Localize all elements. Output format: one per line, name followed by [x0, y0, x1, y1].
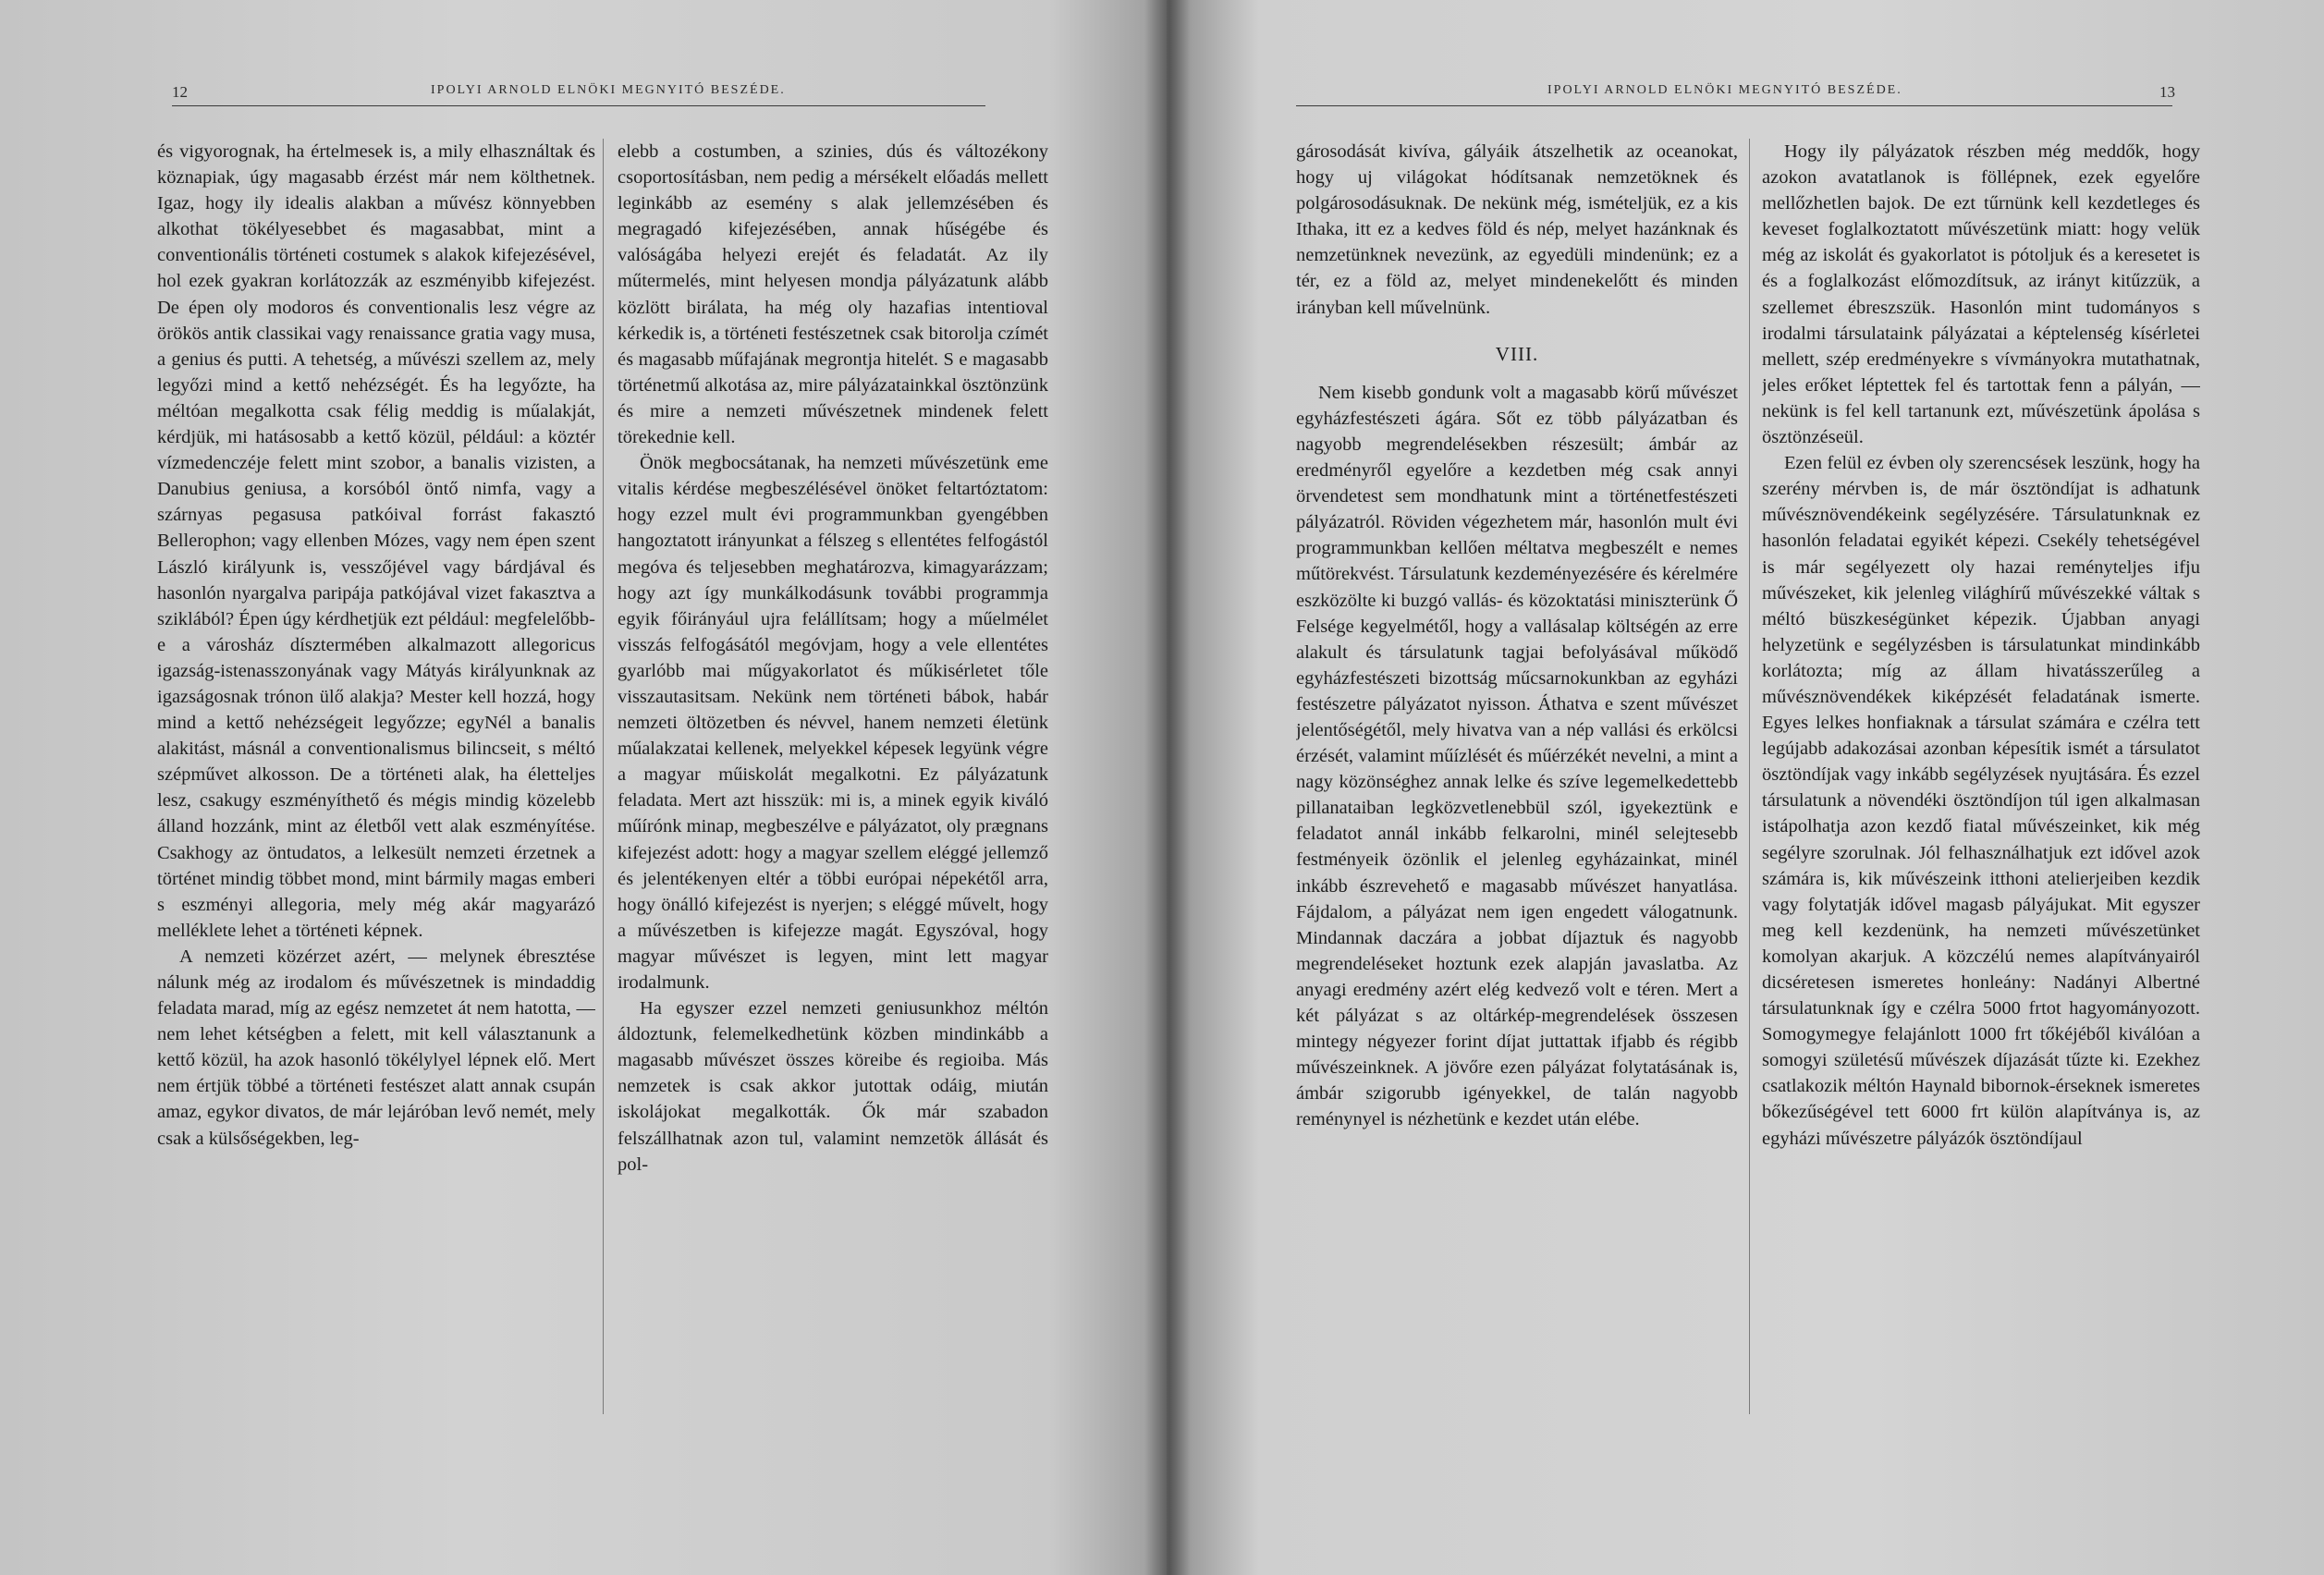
- page-number-left: 12: [172, 83, 188, 101]
- column-divider-left: [603, 139, 604, 1414]
- right-page: [1167, 0, 2324, 1575]
- book-gutter: [1144, 0, 1191, 1575]
- paragraph: Ha egyszer ezzel nemzeti geniusunkhoz méltón áldoztunk, felemelkedhetünk közben mindinkább a magasabb művészet összes köreibe és regioiba. Más nemzetek is csak akkor jutottak odáig, miután iskolájokat megalkották. Ők már szabadon felszállhatnak azon tul, valamint nemzetök állását és pol-: [618, 998, 1048, 1175]
- paragraph: és vigyorognak, ha értelmesek is, a mily elhasználtak és köznapiak, úgy magasabb érzést már nem költhetnek. Igaz, hogy ily idealis alakban a művész könnyebben alkothat tökélyesebbet és magasabbat, mint a conventionális történeti costumek s alakok kifejezésével, hol ezek gyakran korlátozzák az eszményibb kifejezést. De épen oly modoros és conventionalis lesz végre az örökös antik classikai vagy renaissance gratia vagy musa, a genius és putti. A tehetség, a művészi szellem az, mely legyőzi mind a kettő nehézségét. És ha legyőzte, ha méltóan megalkotta csak félig meddig is műalakját, kérdjük, mi hatásosabb a kettő közül, például: a köztér vízmedenczéje felett mint szobor, a banalis vizisten, a Danubius geniusa, a korsóból öntő nimfa, vagy a szárnyas pegasusa patkóival forrást fakasztó Bellerophon; vagy ellenben Mózes, vagy nem épen szent László királyunk is, vesszőjével vagy bárdjával és hasonlón nyargalva paripája patkójával vizet fakasztva a sziklából? Épen úgy kérdhetjük ezt például: megfelelőbb-e a városház dísztermében alkalmazott allegoricus igazság-istenasszonyának vagy Mátyás királyunknak az igazságosnak trónon ülő alakja? Mester kell hozzá, hogy mind a kettő nehézségeit legyőzze; egyNél a banalis alakitást, másnál a conventionalismus bilincseit, s méltó szépművet alkosson. De a történeti alak, ha életteljes lesz, csakugy eszményíthető és mégis mindig közelebb álland hozzánk, mint az életből vett alak eszményítése. Csakhogy az öntudatos, a lelkesült nemzeti érzetnek a történet mindig többet mond, mint bármily magas emberi s eszményi allegoria, mely még akár magyarázó melléklete lehet a történeti képnek.: [157, 141, 595, 941]
- paragraph: Nem kisebb gondunk volt a magasabb körű művészet egyházfestészeti ágára. Sőt ez több pályázatban és nagyobb megrendelésekben részesült; ámbár az eredményről egyelőre a kezdetben még csak annyi örvendetest sem mondhatunk mint a történetfestészeti pályázatról. Röviden végezhetem már, hasonlón mult évi programmunkban kellően méltatva megbeszélt e nemes műtörekvést. Társulatunk kezdeményezésére és kérelmére eszközölte ki buzgó vallás- és közoktatási miniszterünk Ő Felsége kegyelmétől, hogy a vallásalap költségén az erre alakult és társulatunk tagjai befolyásával működő egyházfestészeti bizottság műcsarnokunkban az egyházi festészetre pályázatot nyisson. Áthatva e szent művészet jelentőségétől, mely hivatva van a nép vallási és erkölcsi érzését, valamint műízlését és műérzékét nevelni, a mint a nagy közönséghez annak lelke és szíve legemelkedettebb pillanataiban legközvetlenebbül szól, igyekeztünk e feladatot annál inkább felkarolni, minél selejtesebb festményeik özönlik el jelenleg egyházainkat, minél inkább észrevehető e magasabb művészet hanyatlása. Fájdalom, a pályázat nem igen engedett válogatnunk. Mindannak daczára a jobbat díjaztuk és nagyobb megrendeléseket hoztunk ezek alapján javaslatba. Az anyagi eredmény azért elég kedvező volt e téren. Mert a két pályázat s az oltárkép-megrendelések összesen mintegy négyezer forint díjat juttattak ifjabb és régibb művészeinknek. A jövőre ezen pályázat folytatásának is, ámbár szigorubb igényekkel, de talán nagyobb reménynyel is nézhetünk e kezdet után elébe.: [1296, 382, 1738, 1130]
- section-title: VIII.: [1495, 342, 1539, 365]
- column-divider-right: [1749, 139, 1750, 1414]
- paragraph: gárosodását kivíva, gályáik átszelhetik az oceanokat, hogy uj világokat hódítsanak nemzetöknek és polgárosodásuknak. De nekünk még, ismételjük, ez a kis Ithaka, itt ez a kedves föld és nép, melyet hazánknak és nemzetünknek nevezünk, az egyedüli mindenünk; ez a tér, ez a föld az, melyet mindenekelőtt és minden irányban kell művelnünk.: [1296, 141, 1738, 318]
- page-number-right: 13: [2159, 83, 2175, 101]
- right-page-column-2: [1762, 139, 2200, 1433]
- left-page-column-1: [157, 139, 595, 1433]
- right-page-column-1: [1296, 139, 1738, 1433]
- header-rule-right: [1296, 105, 2172, 106]
- paragraph: Önök megbocsátanak, ha nemzeti művészetünk eme vitalis kérdése megbeszélésével önöket feltartóztatom: hogy ezzel mult évi programmunkban gyengébben hangoztatott irányunkat a félszeg s ellentétes felfogástól megóva és teljesebben meghatározva, kimagyarázzam; hogy azt így munkálkodásunk további programmja egyik főirányául ujra felállítsam; hogy a műelmélet visszás felfogásától megóvjam, hogy a vele ellentétes gyarlóbb mai műgyakorlatot és műkisérletet tőle visszautasitsam. Nekünk nem történeti bábok, habár nemzeti öltözetben és névvel, hanem nemzeti életünk műalakzatai kellenek, melyekkel képesek legyünk végre a magyar műiskolát megalkotni. Ez pályázatunk feladata. Mert azt hisszük: mi is, a minek egyik kiváló műírónk minap, megbeszélve e pályázatot, oly prægnans kifejezést adott: hogy a magyar szellem eléggé jellemző és jelentékenyen eltér a többi európai népekétől arra, hogy önálló kifejezést is nyerjen; s eléggé művelt, hogy a művészetben is kifejezze magát. Egyszóval, hogy magyar művészet is legyen, mint lett magyar irodalmunk.: [618, 453, 1048, 993]
- paragraph: elebb a costumben, a szinies, dús és változékony csoportosításban, nem pedig a mérsékelt előadás mellett leginkább az esemény s alak jellemzésében és megragadó kifejezésében, annak hűségébe és valóságába helyezi erejét és feladatát. Az ily műtermelés, mint helyesen mondja pályázatunk alább közlött birálata, ha még oly hazafias intentioval kérkedik is, a történeti festészetnek csak bitorolja czímét és magasabb műfajának megrontja hitelét. S e magasabb történetmű alkotása az, mire pályázatainkkal ösztönzünk és mire a nemzeti művészetnek mindenek felett törekednie kell.: [618, 141, 1048, 448]
- paragraph: Ezen felül ez évben oly szerencsések leszünk, hogy ha szerény mérvben is, de már ösztöndíjat is adhatunk művésznövendékeink segélyzésére. Társulatunknak ez hasonlón feladatai egyikét képezi. Csekély tehetségével is már segélyezett oly hazai reményteljes ifju művészeket, kik jelenleg világhírű művészekké váltak s méltó büszkeségünket képezik. Újabban anyagi helyzetünk e segélyzésben is társulatunkat mindinkább korlátozta; míg az állam hivatásszerűleg a művésznövendékek kiképzését feladatának ismerte. Egyes lelkes honfiaknak a társulat számára e czélra tett legújabb adakozásai azonban képesítik ismét a társulatot ösztöndíjak vagy inkább segélyzések nyujtására. És ezzel társulatunk a növendéki ösztöndíjon túl igen alkalmasan istápolhatja azon kezdő fiatal művészeinket, kik még segélyre szorulnak. Jól felhasználhatjuk ezt idővel azok számára is, kik művészeink itthoni atelierjeiben kezdik vagy folytatják idővel magasb pályájukat. Mit egyszer meg kell kezdenünk, ha nemzeti művészetünket komolyan akarjuk. A közczélú nemes alapítványairól dicséretesen ismeretes honleány: Nadányi Albertné társulatunknak így e czélra 5000 frtot hagyományozott. Somogymegye felajánlott 1000 frt tőkéjéből kiválóan a somogyi születésű művészek díjazását tűzte ki. Ezekhez csatlakozik méltón Haynald bibornok-érseknek ismeretes bőkezűségével tett 6000 frt külön alapítványa is, az egyházi művészetre pályázók ösztöndíjaul: [1762, 453, 2200, 1149]
- left-page-column-2: [618, 139, 1048, 1433]
- header-rule-left: [172, 105, 985, 106]
- running-head-left: IPOLYI ARNOLD ELNÖKI MEGNYITÓ BESZÉDE.: [431, 83, 786, 97]
- paragraph: Hogy ily pályázatok részben még meddők, hogy azokon avatatlanok is föllépnek, ezek egyelőre mellőzhetlen bajok. De ezt tűrnünk kell kezdetleges és keveset foglalkoztatott művészetünk miatt: hogy velük még az iskolát és gyakorlatot is pótoljuk és a keresetet is és a foglalkozást előmozdítsuk, az irányt kitűzzük, a szellemet ébreszszük. Hasonlón mint tudományos s irodalmi társulataink pályázatai a képtelenség kísérletei mellett, szép eredményekre s vívmányokra mutathatnak, jeles erőket léptettek fel és tartottak fenn a pályán, — nekünk is fel kell tartanunk ezt, művészetünk ápolása s ösztönzéseül.: [1762, 141, 2200, 448]
- paragraph: A nemzeti közérzet azért, — melynek ébresztése nálunk még az irodalom és művészetnek is mindaddig feladata marad, míg az egész nemzetet át nem hatotta, — nem lehet kétségben a felett, mit kell választanunk a kettő közül, ha azok hasonló tökélylyel lépnek elő. Mert nem értjük többé a történeti festészet alatt annak csupán amaz, egykor divatos, de már lejáróban levő nemét, mely csak a külsőségekben, leg-: [157, 946, 595, 1149]
- running-head-right: IPOLYI ARNOLD ELNÖKI MEGNYITÓ BESZÉDE.: [1547, 83, 1902, 97]
